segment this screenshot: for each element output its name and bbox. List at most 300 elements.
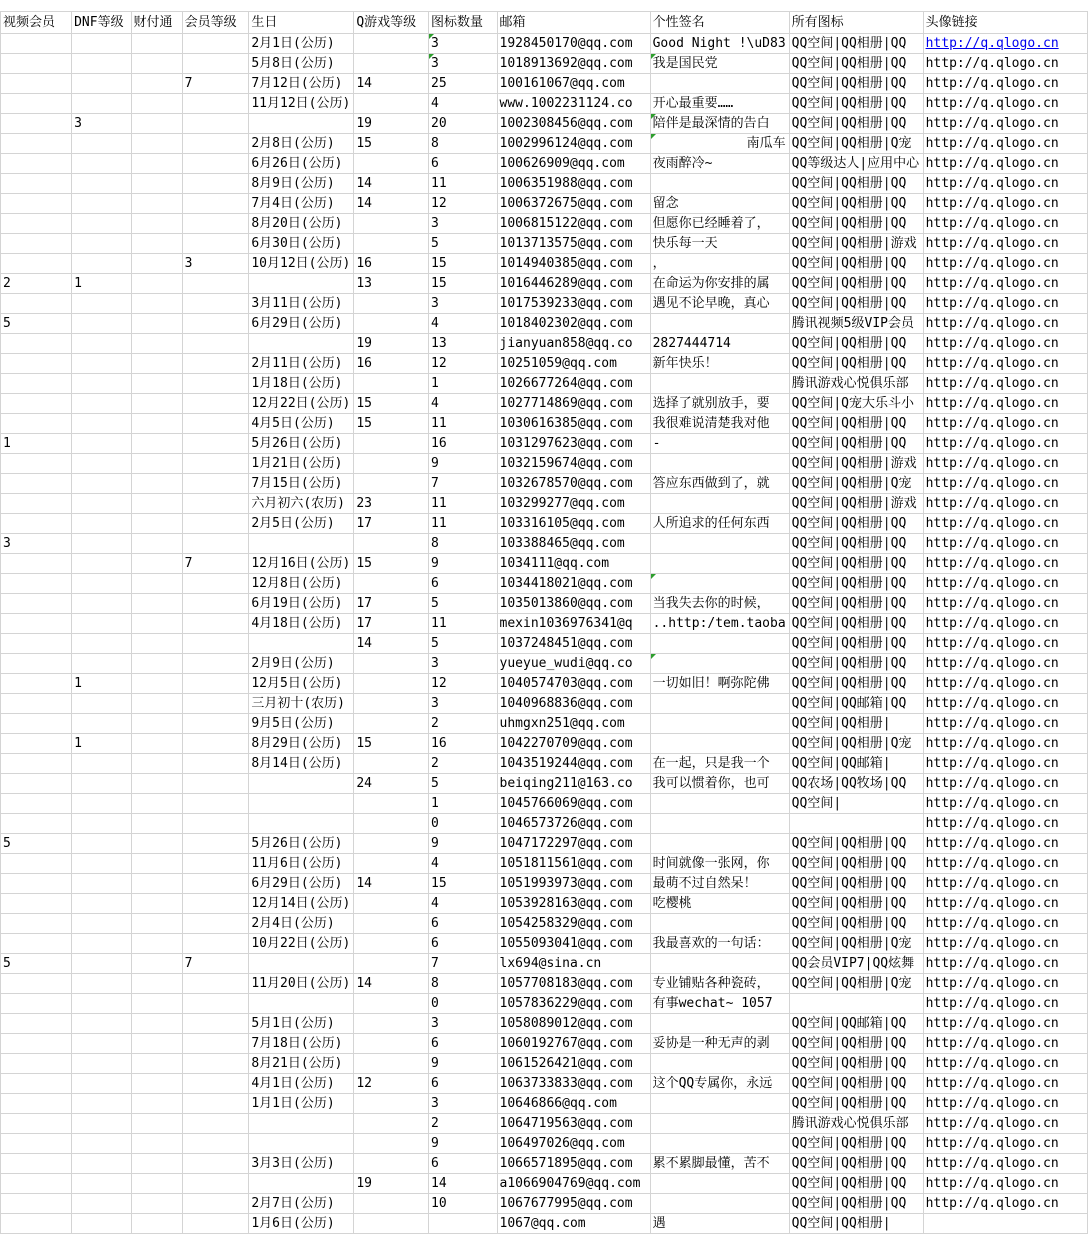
cell[interactable] bbox=[354, 534, 429, 554]
cell[interactable]: http://q.qlogo.cn bbox=[923, 214, 1087, 234]
cell[interactable] bbox=[354, 794, 429, 814]
cell[interactable] bbox=[1, 234, 72, 254]
cell[interactable]: http://q.qlogo.cn bbox=[923, 694, 1087, 714]
cell[interactable] bbox=[131, 994, 182, 1014]
cell[interactable]: lx694@sina.cn bbox=[497, 954, 650, 974]
cell[interactable]: 我可以惯着你，也可 bbox=[650, 774, 789, 794]
cell[interactable] bbox=[1, 994, 72, 1014]
cell[interactable]: QQ空间|QQ相册|QQ bbox=[789, 54, 923, 74]
cell[interactable]: http://q.qlogo.cn bbox=[923, 834, 1087, 854]
cell[interactable] bbox=[131, 814, 182, 834]
cell[interactable] bbox=[354, 474, 429, 494]
cell[interactable] bbox=[182, 894, 249, 914]
cell[interactable]: 16 bbox=[429, 434, 497, 454]
cell[interactable]: 5 bbox=[429, 234, 497, 254]
cell[interactable]: 103316105@qq.com bbox=[497, 514, 650, 534]
cell[interactable]: http://q.qlogo.cn bbox=[923, 714, 1087, 734]
cell[interactable] bbox=[131, 214, 182, 234]
cell[interactable]: QQ空间| bbox=[789, 794, 923, 814]
cell[interactable]: 14 bbox=[354, 174, 429, 194]
cell[interactable]: QQ空间|QQ相册|Q宠 bbox=[789, 934, 923, 954]
cell[interactable]: QQ空间|QQ相册|QQ bbox=[789, 854, 923, 874]
cell[interactable] bbox=[1, 294, 72, 314]
cell[interactable] bbox=[72, 254, 131, 274]
cell[interactable]: Good Night !\uD83 bbox=[650, 34, 789, 54]
cell[interactable] bbox=[650, 734, 789, 754]
cell[interactable]: 8月14日(公历) bbox=[249, 754, 354, 774]
cell[interactable]: 13 bbox=[429, 334, 497, 354]
cell[interactable]: QQ空间|QQ相册|QQ bbox=[789, 834, 923, 854]
cell[interactable] bbox=[131, 154, 182, 174]
cell[interactable] bbox=[72, 894, 131, 914]
cell[interactable] bbox=[182, 194, 249, 214]
cell[interactable] bbox=[249, 1114, 354, 1134]
cell[interactable]: http://q.qlogo.cn bbox=[923, 494, 1087, 514]
cell[interactable]: 1月6日(公历) bbox=[249, 1214, 354, 1234]
cell[interactable]: 8月9日(公历) bbox=[249, 174, 354, 194]
cell[interactable] bbox=[1, 594, 72, 614]
cell[interactable]: QQ空间|QQ相册|Q宠 bbox=[789, 974, 923, 994]
cell[interactable]: QQ空间|QQ相册|QQ bbox=[789, 874, 923, 894]
cell[interactable]: http://q.qlogo.cn bbox=[923, 1174, 1087, 1194]
cell[interactable]: 2 bbox=[429, 1114, 497, 1134]
cell[interactable] bbox=[1, 114, 72, 134]
cell[interactable]: 1040574703@qq.com bbox=[497, 674, 650, 694]
cell[interactable] bbox=[354, 894, 429, 914]
cell[interactable] bbox=[650, 834, 789, 854]
cell[interactable]: 1月21日(公历) bbox=[249, 454, 354, 474]
cell[interactable] bbox=[354, 1114, 429, 1134]
cell[interactable]: QQ空间|QQ相册|QQ bbox=[789, 514, 923, 534]
cell[interactable] bbox=[1, 374, 72, 394]
cell[interactable]: 1018913692@qq.com bbox=[497, 54, 650, 74]
cell[interactable]: QQ空间|QQ相册|QQ bbox=[789, 554, 923, 574]
cell[interactable] bbox=[72, 554, 131, 574]
cell[interactable]: 1031297623@qq.com bbox=[497, 434, 650, 454]
cell[interactable]: 3月11日(公历) bbox=[249, 294, 354, 314]
cell[interactable] bbox=[131, 794, 182, 814]
cell[interactable] bbox=[182, 1134, 249, 1154]
cell[interactable]: 25 bbox=[429, 74, 497, 94]
cell[interactable]: 16 bbox=[429, 734, 497, 754]
cell[interactable]: 5 bbox=[1, 954, 72, 974]
cell[interactable]: 1060192767@qq.com bbox=[497, 1034, 650, 1054]
cell[interactable] bbox=[1, 794, 72, 814]
cell[interactable] bbox=[249, 814, 354, 834]
cell[interactable] bbox=[131, 1214, 182, 1234]
cell[interactable]: 14 bbox=[354, 974, 429, 994]
cell[interactable] bbox=[354, 454, 429, 474]
cell[interactable]: 7 bbox=[429, 474, 497, 494]
cell[interactable] bbox=[182, 634, 249, 654]
cell[interactable] bbox=[650, 1194, 789, 1214]
cell[interactable]: QQ空间|QQ相册|QQ bbox=[789, 34, 923, 54]
cell[interactable] bbox=[72, 794, 131, 814]
cell[interactable]: 留念 bbox=[650, 194, 789, 214]
cell[interactable] bbox=[72, 54, 131, 74]
cell[interactable]: 1034111@qq.com bbox=[497, 554, 650, 574]
cell[interactable] bbox=[131, 134, 182, 154]
cell[interactable] bbox=[650, 814, 789, 834]
cell[interactable]: QQ空间|QQ相册|QQ bbox=[789, 594, 923, 614]
cell[interactable]: http://q.qlogo.cn bbox=[923, 94, 1087, 114]
cell[interactable]: http://q.qlogo.cn bbox=[923, 1034, 1087, 1054]
cell[interactable] bbox=[182, 1094, 249, 1114]
cell[interactable] bbox=[1, 694, 72, 714]
cell[interactable]: http://q.qlogo.cn bbox=[923, 534, 1087, 554]
cell[interactable]: 9 bbox=[429, 554, 497, 574]
cell[interactable]: jianyuan858@qq.co bbox=[497, 334, 650, 354]
cell[interactable]: 1014940385@qq.com bbox=[497, 254, 650, 274]
cell[interactable]: 遇 bbox=[650, 1214, 789, 1234]
cell[interactable]: http://q.qlogo.cn bbox=[923, 1094, 1087, 1114]
cell[interactable] bbox=[650, 954, 789, 974]
cell[interactable] bbox=[354, 914, 429, 934]
cell[interactable]: http://q.qlogo.cn bbox=[923, 614, 1087, 634]
cell[interactable] bbox=[182, 1054, 249, 1074]
cell[interactable] bbox=[131, 554, 182, 574]
cell[interactable]: 开心最重要…… bbox=[650, 94, 789, 114]
cell[interactable]: 6 bbox=[429, 934, 497, 954]
cell[interactable]: 4 bbox=[429, 94, 497, 114]
cell[interactable]: http://q.qlogo.cn bbox=[923, 234, 1087, 254]
cell[interactable]: 3 bbox=[429, 294, 497, 314]
cell[interactable] bbox=[131, 494, 182, 514]
cell[interactable]: 1040968836@qq.com bbox=[497, 694, 650, 714]
cell[interactable]: 9 bbox=[429, 834, 497, 854]
cell[interactable]: http://q.qlogo.cn bbox=[923, 914, 1087, 934]
cell[interactable]: 1032678570@qq.com bbox=[497, 474, 650, 494]
cell[interactable] bbox=[1, 394, 72, 414]
cell[interactable] bbox=[72, 334, 131, 354]
column-header[interactable]: DNF等级 bbox=[72, 12, 131, 34]
cell[interactable]: 11月6日(公历) bbox=[249, 854, 354, 874]
cell[interactable]: http://q.qlogo.cn bbox=[923, 154, 1087, 174]
cell[interactable]: 2 bbox=[429, 714, 497, 734]
cell[interactable]: 1051993973@qq.com bbox=[497, 874, 650, 894]
cell[interactable] bbox=[182, 294, 249, 314]
cell[interactable]: 腾讯游戏心悦俱乐部 bbox=[789, 374, 923, 394]
cell[interactable]: 7 bbox=[182, 954, 249, 974]
cell[interactable]: 16 bbox=[354, 354, 429, 374]
cell[interactable]: http://q.qlogo.cn bbox=[923, 674, 1087, 694]
cell[interactable] bbox=[72, 494, 131, 514]
cell[interactable]: 1018402302@qq.com bbox=[497, 314, 650, 334]
cell[interactable]: 9 bbox=[429, 1134, 497, 1154]
cell[interactable]: 5月26日(公历) bbox=[249, 434, 354, 454]
cell[interactable]: 1 bbox=[72, 734, 131, 754]
cell[interactable] bbox=[72, 534, 131, 554]
cell[interactable]: 1002996124@qq.com bbox=[497, 134, 650, 154]
cell[interactable]: http://q.qlogo.cn bbox=[923, 854, 1087, 874]
cell[interactable]: http://q.qlogo.cn bbox=[923, 874, 1087, 894]
cell[interactable] bbox=[131, 114, 182, 134]
cell[interactable] bbox=[72, 1094, 131, 1114]
cell[interactable]: 人所追求的任何东西 bbox=[650, 514, 789, 534]
cell[interactable] bbox=[354, 434, 429, 454]
cell[interactable]: 4月5日(公历) bbox=[249, 414, 354, 434]
cell[interactable]: http://q.qlogo.cn bbox=[923, 774, 1087, 794]
cell[interactable] bbox=[72, 754, 131, 774]
cell[interactable] bbox=[182, 174, 249, 194]
cell[interactable] bbox=[131, 414, 182, 434]
cell[interactable]: http://q.qlogo.cn bbox=[923, 794, 1087, 814]
cell[interactable]: 17 bbox=[354, 594, 429, 614]
column-header[interactable]: 头像链接 bbox=[923, 12, 1087, 34]
cell[interactable] bbox=[354, 1094, 429, 1114]
cell[interactable] bbox=[650, 914, 789, 934]
cell[interactable] bbox=[72, 914, 131, 934]
cell[interactable] bbox=[131, 74, 182, 94]
cell[interactable]: http://q.qlogo.cn bbox=[923, 974, 1087, 994]
cell[interactable]: 9 bbox=[429, 1054, 497, 1074]
cell[interactable] bbox=[1, 354, 72, 374]
cell[interactable]: 12 bbox=[429, 354, 497, 374]
cell[interactable]: 1058089012@qq.com bbox=[497, 1014, 650, 1034]
cell[interactable]: http://q.qlogo.cn bbox=[923, 274, 1087, 294]
cell[interactable] bbox=[1, 54, 72, 74]
cell[interactable] bbox=[650, 1054, 789, 1074]
cell[interactable] bbox=[72, 654, 131, 674]
cell[interactable] bbox=[131, 174, 182, 194]
cell[interactable]: 1051811561@qq.com bbox=[497, 854, 650, 874]
cell[interactable]: 7 bbox=[182, 554, 249, 574]
cell[interactable] bbox=[182, 714, 249, 734]
cell[interactable]: 1057708183@qq.com bbox=[497, 974, 650, 994]
cell[interactable] bbox=[1, 754, 72, 774]
cell[interactable]: 11 bbox=[429, 494, 497, 514]
cell[interactable] bbox=[72, 1214, 131, 1234]
cell[interactable]: QQ空间|QQ相册|QQ bbox=[789, 574, 923, 594]
cell[interactable] bbox=[650, 454, 789, 474]
cell[interactable] bbox=[72, 1074, 131, 1094]
cell[interactable] bbox=[72, 1194, 131, 1214]
cell[interactable]: 1 bbox=[429, 794, 497, 814]
cell[interactable]: 12 bbox=[429, 674, 497, 694]
cell[interactable] bbox=[354, 694, 429, 714]
cell[interactable] bbox=[650, 634, 789, 654]
cell[interactable]: http://q.qlogo.cn bbox=[923, 434, 1087, 454]
cell[interactable]: 选择了就别放手，要 bbox=[650, 394, 789, 414]
cell[interactable] bbox=[72, 574, 131, 594]
cell[interactable] bbox=[1, 914, 72, 934]
cell[interactable] bbox=[1, 334, 72, 354]
cell[interactable] bbox=[72, 634, 131, 654]
cell[interactable]: 8月20日(公历) bbox=[249, 214, 354, 234]
cell[interactable] bbox=[182, 474, 249, 494]
cell[interactable]: QQ空间|QQ相册|QQ bbox=[789, 74, 923, 94]
cell[interactable] bbox=[131, 1154, 182, 1174]
cell[interactable]: 1026677264@qq.com bbox=[497, 374, 650, 394]
cell[interactable] bbox=[131, 54, 182, 74]
cell[interactable] bbox=[72, 194, 131, 214]
cell[interactable]: http://q.qlogo.cn bbox=[923, 734, 1087, 754]
cell[interactable] bbox=[354, 714, 429, 734]
cell[interactable]: 15 bbox=[354, 134, 429, 154]
cell[interactable] bbox=[131, 454, 182, 474]
cell[interactable]: 2月11日(公历) bbox=[249, 354, 354, 374]
cell[interactable]: QQ空间|QQ相册|QQ bbox=[789, 194, 923, 214]
cell[interactable] bbox=[249, 334, 354, 354]
cell[interactable]: 6月29日(公历) bbox=[249, 314, 354, 334]
cell[interactable]: 3 bbox=[429, 1014, 497, 1034]
cell[interactable] bbox=[354, 934, 429, 954]
cell[interactable]: QQ农场|QQ牧场|QQ bbox=[789, 774, 923, 794]
cell[interactable]: 三月初十(农历) bbox=[249, 694, 354, 714]
cell[interactable]: 15 bbox=[429, 254, 497, 274]
cell[interactable] bbox=[72, 154, 131, 174]
cell[interactable] bbox=[72, 434, 131, 454]
cell[interactable]: QQ等级达人|应用中心 bbox=[789, 154, 923, 174]
cell[interactable] bbox=[182, 1014, 249, 1034]
cell[interactable]: 14 bbox=[354, 194, 429, 214]
cell[interactable] bbox=[650, 1174, 789, 1194]
cell[interactable] bbox=[182, 234, 249, 254]
cell[interactable] bbox=[131, 1054, 182, 1074]
cell[interactable] bbox=[182, 374, 249, 394]
cell[interactable] bbox=[72, 1014, 131, 1034]
cell[interactable]: a1066904769@qq.com bbox=[497, 1174, 650, 1194]
cell[interactable]: 3 bbox=[429, 694, 497, 714]
cell[interactable]: 0 bbox=[429, 994, 497, 1014]
cell[interactable] bbox=[650, 1094, 789, 1114]
cell[interactable] bbox=[1, 74, 72, 94]
cell[interactable]: 100626909@qq.com bbox=[497, 154, 650, 174]
cell[interactable] bbox=[131, 314, 182, 334]
cell[interactable] bbox=[1, 974, 72, 994]
cell[interactable]: http://q.qlogo.cn bbox=[923, 394, 1087, 414]
cell[interactable]: 5月8日(公历) bbox=[249, 54, 354, 74]
cell[interactable] bbox=[650, 534, 789, 554]
cell[interactable] bbox=[1, 1154, 72, 1174]
cell[interactable]: 累不累脚最懂，苦不 bbox=[650, 1154, 789, 1174]
cell[interactable]: 遇见不论早晚，真心 bbox=[650, 294, 789, 314]
cell[interactable]: 1013713575@qq.com bbox=[497, 234, 650, 254]
cell[interactable] bbox=[72, 1034, 131, 1054]
cell[interactable] bbox=[1, 874, 72, 894]
cell[interactable] bbox=[1, 634, 72, 654]
cell[interactable]: 6月30日(公历) bbox=[249, 234, 354, 254]
cell[interactable] bbox=[131, 574, 182, 594]
cell[interactable]: http://q.qlogo.cn bbox=[923, 514, 1087, 534]
cell[interactable] bbox=[131, 834, 182, 854]
cell[interactable] bbox=[1, 714, 72, 734]
cell[interactable]: QQ空间|QQ相册|QQ bbox=[789, 274, 923, 294]
cell[interactable]: 六月初六(农历) bbox=[249, 494, 354, 514]
cell[interactable]: 10646866@qq.com bbox=[497, 1094, 650, 1114]
cell[interactable]: 妥协是一种无声的剥 bbox=[650, 1034, 789, 1054]
cell[interactable]: http://q.qlogo.cn bbox=[923, 254, 1087, 274]
cell[interactable] bbox=[131, 1094, 182, 1114]
cell[interactable]: http://q.qlogo.cn bbox=[923, 374, 1087, 394]
cell[interactable]: 17 bbox=[354, 514, 429, 534]
cell[interactable] bbox=[131, 434, 182, 454]
column-header[interactable]: 图标数量 bbox=[429, 12, 497, 34]
cell[interactable] bbox=[182, 794, 249, 814]
cell[interactable]: 20 bbox=[429, 114, 497, 134]
cell[interactable]: 12 bbox=[429, 194, 497, 214]
cell[interactable]: 15 bbox=[354, 394, 429, 414]
cell[interactable]: http://q.qlogo.cn bbox=[923, 74, 1087, 94]
cell[interactable]: 12月16日(公历) bbox=[249, 554, 354, 574]
cell[interactable] bbox=[1, 514, 72, 534]
cell[interactable]: http://q.qlogo.cn bbox=[923, 294, 1087, 314]
cell[interactable]: QQ空间|QQ相册|QQ bbox=[789, 534, 923, 554]
cell[interactable]: QQ空间|QQ相册|QQ bbox=[789, 114, 923, 134]
cell[interactable] bbox=[72, 34, 131, 54]
cell[interactable]: 但愿你已经睡着了， bbox=[650, 214, 789, 234]
cell[interactable]: yueyue_wudi@qq.co bbox=[497, 654, 650, 674]
cell[interactable] bbox=[182, 614, 249, 634]
cell[interactable] bbox=[131, 294, 182, 314]
cell[interactable] bbox=[1, 1114, 72, 1134]
cell[interactable]: 1032159674@qq.com bbox=[497, 454, 650, 474]
cell[interactable]: 1 bbox=[429, 374, 497, 394]
cell[interactable]: 这个QQ专属你，永远 bbox=[650, 1074, 789, 1094]
cell[interactable]: 1061526421@qq.com bbox=[497, 1054, 650, 1074]
cell[interactable] bbox=[354, 54, 429, 74]
column-header[interactable]: Q游戏等级 bbox=[354, 12, 429, 34]
cell[interactable]: QQ空间|QQ相册|QQ bbox=[789, 214, 923, 234]
cell[interactable] bbox=[131, 94, 182, 114]
cell[interactable]: 4月18日(公历) bbox=[249, 614, 354, 634]
cell[interactable]: QQ空间|QQ相册|QQ bbox=[789, 434, 923, 454]
cell[interactable] bbox=[354, 94, 429, 114]
cell[interactable]: QQ空间|QQ相册|QQ bbox=[789, 1034, 923, 1054]
cell[interactable]: 1055093041@qq.com bbox=[497, 934, 650, 954]
cell[interactable]: 5 bbox=[429, 634, 497, 654]
column-header[interactable]: 会员等级 bbox=[182, 12, 249, 34]
cell[interactable] bbox=[650, 654, 789, 674]
cell[interactable]: 3 bbox=[429, 34, 497, 54]
cell[interactable]: QQ会员VIP7|QQ炫舞 bbox=[789, 954, 923, 974]
cell[interactable]: QQ空间|QQ邮箱| bbox=[789, 754, 923, 774]
cell[interactable] bbox=[72, 1054, 131, 1074]
cell[interactable]: 1006372675@qq.com bbox=[497, 194, 650, 214]
cell[interactable] bbox=[182, 54, 249, 74]
cell[interactable]: http://q.qlogo.cn bbox=[923, 594, 1087, 614]
cell[interactable]: 7 bbox=[429, 954, 497, 974]
cell[interactable]: QQ空间|Q宠大乐斗小 bbox=[789, 394, 923, 414]
cell[interactable]: http://q.qlogo.cn bbox=[923, 414, 1087, 434]
cell[interactable] bbox=[354, 1014, 429, 1034]
cell[interactable] bbox=[429, 1214, 497, 1234]
cell[interactable]: 2月9日(公历) bbox=[249, 654, 354, 674]
cell[interactable]: 11月20日(公历) bbox=[249, 974, 354, 994]
cell[interactable] bbox=[1, 1034, 72, 1054]
cell[interactable] bbox=[182, 314, 249, 334]
cell[interactable] bbox=[182, 994, 249, 1014]
cell[interactable] bbox=[650, 74, 789, 94]
cell[interactable] bbox=[72, 174, 131, 194]
cell[interactable] bbox=[1, 214, 72, 234]
column-header[interactable]: 所有图标 bbox=[789, 12, 923, 34]
cell[interactable]: 1034418021@qq.com bbox=[497, 574, 650, 594]
cell[interactable] bbox=[354, 574, 429, 594]
cell[interactable]: QQ空间|QQ相册|QQ bbox=[789, 174, 923, 194]
cell[interactable] bbox=[72, 974, 131, 994]
cell[interactable]: 14 bbox=[354, 874, 429, 894]
cell[interactable]: 3 bbox=[72, 114, 131, 134]
cell[interactable]: http://q.qlogo.cn bbox=[923, 1134, 1087, 1154]
cell[interactable]: http://q.qlogo.cn bbox=[923, 34, 1087, 54]
cell[interactable] bbox=[72, 474, 131, 494]
cell[interactable] bbox=[249, 1134, 354, 1154]
cell[interactable]: QQ空间|QQ相册|QQ bbox=[789, 1154, 923, 1174]
cell[interactable] bbox=[354, 654, 429, 674]
cell[interactable]: QQ空间|QQ相册|QQ bbox=[789, 894, 923, 914]
cell[interactable]: 3 bbox=[182, 254, 249, 274]
